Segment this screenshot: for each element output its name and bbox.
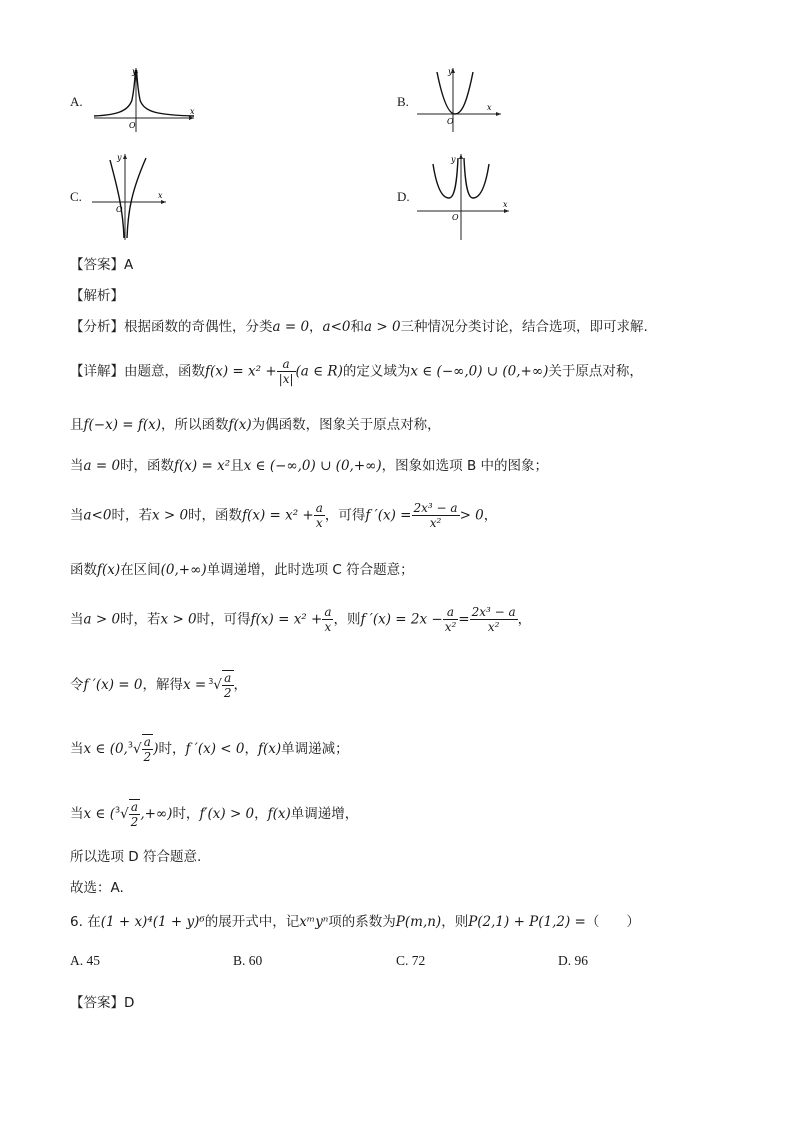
math: f(x): [97, 562, 121, 578]
option-a-y: y: [132, 67, 137, 76]
text: 时，函数: [120, 458, 175, 474]
math: f ′(x) < 0: [185, 741, 245, 757]
fraction: [470, 605, 518, 634]
question-6: [70, 913, 640, 931]
math: a<0: [322, 319, 351, 335]
choice-label: A.: [70, 953, 84, 968]
fraction: [142, 734, 154, 764]
radical-sign: √: [132, 741, 142, 757]
xiangjie-tag: 【详解】: [70, 363, 124, 380]
fenxi-line: [70, 318, 648, 336]
xiangjie-line: [70, 357, 643, 386]
conclusion-line: 所以选项 D 符合题意.: [70, 849, 202, 865]
option-b-x: x: [487, 103, 492, 112]
radical-sign: √: [120, 806, 129, 822]
answer-value: D: [124, 995, 135, 1011]
text: ，可得: [324, 507, 366, 524]
frac-num: 2x³ − a: [471, 605, 516, 619]
text: 由题意，函数: [124, 363, 205, 380]
text: 的展开式中，记: [204, 914, 300, 930]
text: 时，若: [120, 611, 161, 628]
text: ，所以函数: [161, 417, 229, 433]
frac-num: a: [142, 735, 154, 750]
frac-den: 2: [143, 750, 152, 764]
text: ，: [254, 806, 268, 822]
fenxi-text: 和: [350, 319, 364, 335]
text: 时，: [172, 806, 200, 822]
frac-num: a: [443, 605, 459, 620]
text: 且: [230, 458, 244, 474]
text: 项的系数为: [328, 914, 396, 930]
math: x ∈ (−∞,0) ∪ (0,+∞): [410, 363, 549, 380]
frac-den: |x|: [278, 372, 294, 386]
math: a<0: [83, 507, 112, 524]
text: （ ）: [585, 914, 640, 930]
option-b-label: B.: [397, 94, 409, 109]
math: f(x) = x² +: [242, 507, 314, 524]
option-a-x: x: [190, 107, 195, 116]
answer-tag: 【答案】: [70, 257, 124, 273]
math: f(x) = x² +: [250, 611, 323, 628]
math: P(2,1) + P(1,2) =: [468, 914, 586, 930]
text: ，则: [441, 914, 469, 930]
option-c-label: C.: [70, 189, 82, 204]
frac-num: a: [222, 671, 234, 686]
root-index: 3: [114, 805, 121, 815]
text: ，解得: [142, 677, 183, 693]
math: f ′(x) = 2x −: [360, 611, 443, 628]
math: f(x) = x²: [174, 458, 231, 474]
root-index: 3: [208, 676, 214, 686]
frac-num: a: [324, 605, 332, 619]
choice-b[interactable]: [233, 953, 262, 969]
fenxi-tag: 【分析】: [70, 319, 124, 335]
frac-num: a: [277, 357, 296, 372]
fraction: [322, 605, 333, 634]
option-b-graph: [415, 62, 505, 134]
decrease-line: [70, 734, 349, 764]
math: x ∈ (: [83, 806, 115, 822]
math: ): [153, 741, 159, 757]
math: a = 0: [272, 319, 310, 335]
math: f′(x) > 0: [199, 806, 255, 822]
math: f ′(x) =: [365, 507, 412, 524]
answer-line-2: [70, 994, 134, 1012]
fenxi-text: 三种情况分类讨论，结合选项，即可求解.: [400, 319, 648, 335]
fraction: [277, 357, 296, 386]
frac-den: 2: [223, 686, 232, 700]
text: ，: [483, 507, 498, 524]
math: (a ∈ R): [295, 363, 343, 380]
choice-value: 72: [411, 953, 426, 968]
text: 时，若: [111, 507, 152, 524]
text: 令: [70, 677, 84, 693]
text: ，图象如选项 B 中的图象；: [381, 458, 548, 474]
fraction: [314, 501, 325, 530]
math: f(x): [257, 741, 282, 757]
option-d-x: x: [503, 200, 508, 209]
math: (0,+∞): [160, 562, 207, 578]
math: a = 0: [83, 458, 121, 474]
choice-c[interactable]: [396, 953, 425, 969]
select-line: 故选：A.: [70, 880, 124, 896]
option-a-graph: [90, 62, 200, 134]
frac-den: x²: [429, 516, 442, 530]
fraction: [443, 605, 459, 634]
math: x ∈ (−∞,0) ∪ (0,+∞): [243, 458, 382, 474]
text: 当: [70, 741, 84, 757]
math: a > 0: [83, 611, 121, 628]
choice-a[interactable]: [70, 953, 100, 969]
text: 时，函数: [188, 507, 243, 524]
math: P(m,n): [395, 914, 442, 930]
a-negative-line: [70, 501, 497, 530]
option-c-origin: O: [116, 205, 123, 214]
answer-value: A: [124, 257, 134, 273]
text: 单调递增，: [290, 806, 359, 822]
choice-value: 45: [86, 953, 100, 968]
text: ，: [517, 611, 532, 628]
math: f(x) = x² +: [205, 363, 277, 380]
option-d-label: D.: [397, 189, 410, 204]
math: f(x): [228, 417, 252, 433]
fraction: [129, 799, 141, 829]
choice-value: 60: [248, 953, 263, 968]
math: f ′(x) = 0: [83, 677, 143, 693]
math: ,+∞): [140, 806, 173, 822]
math: xᵐyⁿ: [299, 914, 329, 930]
option-b-y: y: [448, 67, 453, 76]
increase-line-2: [70, 799, 358, 829]
option-c-graph: [90, 150, 170, 242]
fenxi-text: ，: [309, 319, 323, 335]
text: ，: [244, 741, 258, 757]
option-d-y: y: [451, 155, 456, 164]
radical-sign: √: [213, 677, 222, 693]
choice-d[interactable]: [558, 953, 588, 969]
even-line: [70, 416, 441, 434]
math: x > 0: [151, 507, 189, 524]
math: f(x): [267, 806, 291, 822]
choice-value: 96: [574, 953, 588, 968]
text: 的定义域为: [342, 363, 411, 380]
fraction: [412, 501, 460, 530]
text: 单调递减；: [281, 741, 349, 757]
option-c-x: x: [158, 191, 163, 200]
text: 关于原点对称，: [548, 363, 643, 380]
text: 当: [70, 806, 84, 822]
frac-num: 2x³ − a: [413, 501, 458, 515]
text: ，则: [333, 611, 361, 628]
text: 当: [70, 458, 84, 474]
text: 在区间: [120, 562, 161, 578]
question-number: 6.: [70, 914, 83, 930]
text: 函数: [70, 562, 97, 578]
text: ，: [233, 677, 248, 693]
option-c-y: y: [117, 153, 122, 162]
text: 且: [70, 417, 84, 433]
zero-line: [70, 670, 247, 700]
fenxi-text: 根据函数的奇偶性，分类: [124, 319, 273, 335]
text: 当: [70, 611, 84, 628]
frac-num: a: [315, 501, 323, 515]
option-d-graph: [415, 150, 515, 242]
math: a > 0: [364, 319, 401, 335]
math: > 0: [459, 507, 484, 524]
frac-num: a: [129, 800, 141, 815]
a-positive-line: [70, 605, 531, 634]
option-a-origin: O: [129, 121, 136, 130]
math: x ∈ (0,: [83, 741, 128, 757]
math: x > 0: [160, 611, 197, 628]
root-index: 3: [127, 740, 133, 750]
option-d-origin: O: [452, 213, 459, 222]
choice-label: D.: [558, 953, 572, 968]
math: x =: [182, 677, 207, 693]
math: (1 + x)⁴(1 + y)⁶: [100, 914, 205, 930]
text: 在: [87, 914, 101, 930]
analysis-tag: 【解析】: [70, 288, 124, 304]
frac-den: x: [315, 516, 323, 530]
frac-den: 2: [130, 815, 139, 829]
choice-label: B.: [233, 953, 246, 968]
option-b-origin: O: [447, 117, 454, 126]
option-a-label: A.: [70, 94, 83, 109]
answer-line-1: [70, 256, 133, 274]
math: =: [458, 611, 470, 628]
answer-tag: 【答案】: [70, 995, 124, 1011]
frac-den: x²: [487, 620, 500, 634]
text: 为偶函数，图象关于原点对称，: [251, 417, 441, 433]
frac-den: x: [324, 620, 332, 634]
text: 单调递增，此时选项 C 符合题意；: [206, 562, 414, 578]
choice-label: C.: [396, 953, 409, 968]
text: 当: [70, 507, 84, 524]
fraction: [222, 670, 234, 700]
math: f(−x) = f(x): [83, 417, 161, 433]
increase-line-1: [70, 561, 414, 579]
text: 时，: [158, 741, 186, 757]
text: 时，可得: [196, 611, 251, 628]
frac-den: x²: [444, 620, 457, 634]
a-zero-line: [70, 457, 548, 475]
